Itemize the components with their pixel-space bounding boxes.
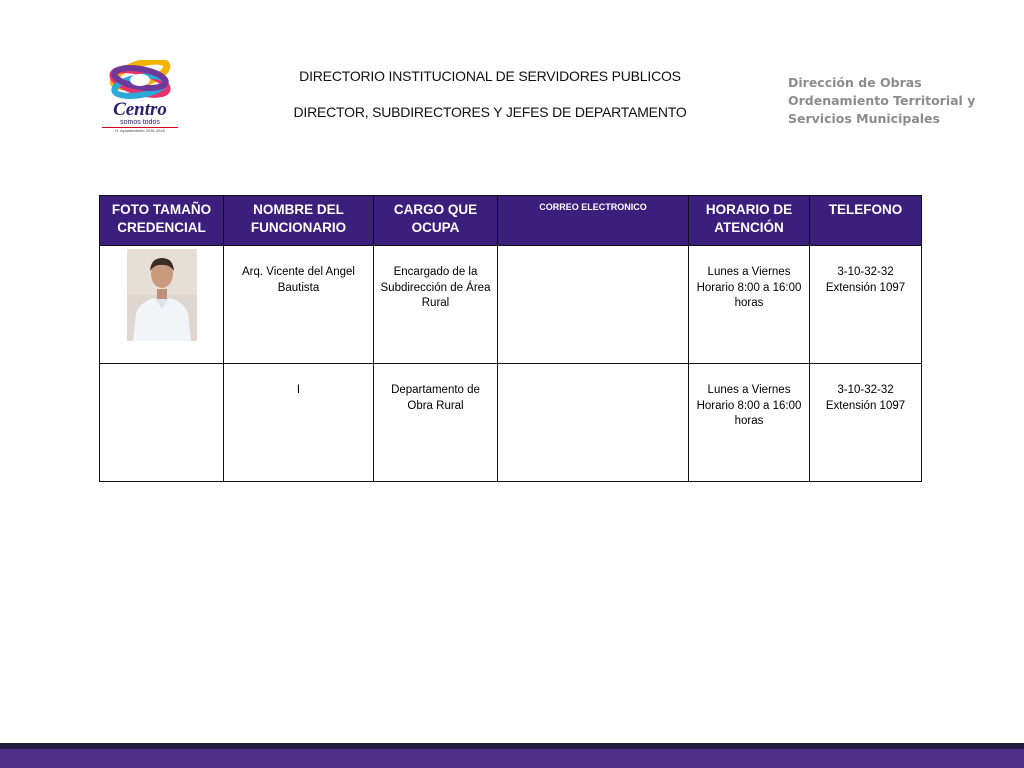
logo-rings-icon	[90, 60, 190, 104]
row-2-hours: Lunes a Viernes Horario 8:00 a 16:00 horas	[689, 364, 810, 482]
department-line-2: Ordenamiento Territorial y	[788, 93, 976, 108]
row-1-name: Arq. Vicente del Angel Bautista	[224, 246, 374, 364]
row-1-phone: 3-10-32-32 Extensión 1097	[810, 246, 922, 364]
photo-cell	[100, 246, 224, 364]
page-title: DIRECTORIO INSTITUCIONAL DE SERVIDORES PUBLICOS	[299, 68, 681, 84]
centro-logo	[90, 60, 190, 134]
table-header-row	[100, 196, 922, 246]
footer-band-purple	[0, 749, 1024, 768]
header-photo: FOTO TAMAÑO CREDENCIAL	[100, 196, 224, 246]
header-phone: TELEFONO	[810, 196, 922, 246]
logo-name: Centro	[113, 99, 167, 120]
header-name: NOMBRE DEL FUNCIONARIO	[224, 196, 374, 246]
table-row	[100, 246, 922, 364]
header-hours: HORARIO DE ATENCIÓN	[689, 196, 810, 246]
header-email: CORREO ELECTRONICO	[498, 196, 689, 246]
row-2-phone: 3-10-32-32 Extensión 1097	[810, 364, 922, 482]
row-1-email	[498, 246, 689, 364]
row-2-position: Departamento de Obra Rural	[374, 364, 498, 482]
official-photo	[127, 249, 197, 341]
photo-cell-empty	[100, 364, 224, 482]
row-1-position: Encargado de la Subdirección de Área Rural	[374, 246, 498, 364]
row-1-hours: Lunes a Viernes Horario 8:00 a 16:00 horas	[689, 246, 810, 364]
directory-table	[99, 195, 922, 482]
page-subtitle: DIRECTOR, SUBDIRECTORES Y JEFES DE DEPARTAMENTO	[293, 104, 687, 120]
row-2-name: I	[224, 364, 374, 482]
row-2-email	[498, 364, 689, 482]
header-position: CARGO QUE OCUPA	[374, 196, 498, 246]
table-row	[100, 364, 922, 482]
department-line-3: Servicios Municipales	[788, 111, 940, 126]
logo-tagline: somos todos	[120, 119, 160, 126]
department-line-1: Dirección de Obras	[788, 75, 922, 90]
logo-small-text: H. Ayuntamiento 2016-2018	[115, 128, 165, 133]
department-name	[788, 74, 988, 128]
